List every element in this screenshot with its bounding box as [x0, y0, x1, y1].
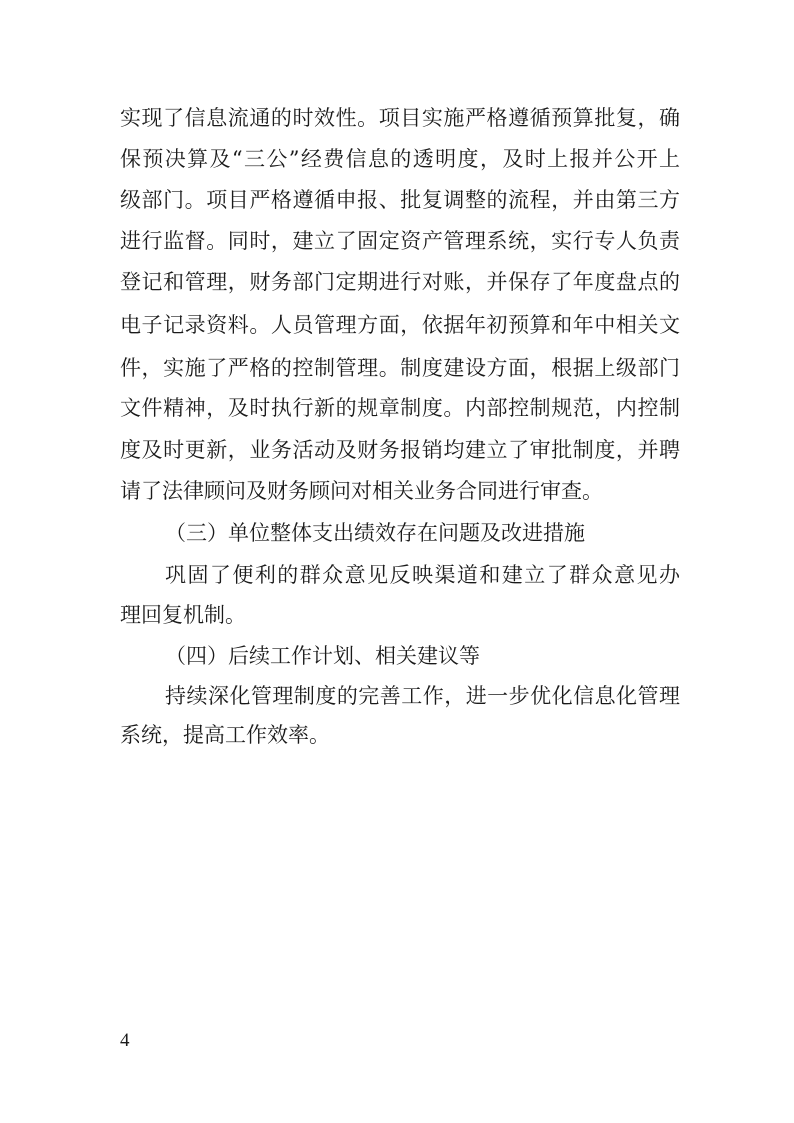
paragraph-line: 系统，提高工作效率。: [120, 723, 330, 747]
paragraph-line: 请了法律顾问及财务顾问对相关业务合同进行审查。: [120, 479, 603, 503]
paragraph-line: 理回复机制。: [120, 603, 246, 627]
paragraph-line: 电子记录资料。人员管理方面，依据年初预算和年中相关文: [120, 313, 680, 337]
paragraph-line: 巩固了便利的群众意见反映渠道和建立了群众意见办: [165, 563, 680, 587]
paragraph-line: 度及时更新，业务活动及财务报销均建立了审批制度，并聘: [120, 438, 680, 462]
paragraph-line: 持续深化管理制度的完善工作，进一步优化信息化管理: [165, 684, 680, 708]
paragraph-line: 保预决算及“三公”经费信息的透明度，及时上报并公开上: [120, 147, 680, 171]
section-heading-4: （四）后续工作计划、相关建议等: [165, 644, 480, 668]
paragraph-line: 级部门。项目严格遵循申报、批复调整的流程，并由第三方: [120, 188, 680, 212]
paragraph-line: 实现了信息流通的时效性。项目实施严格遵循预算批复，确: [120, 106, 680, 130]
paragraph-line: 进行监督。同时，建立了固定资产管理系统，实行专人负责: [120, 229, 680, 253]
paragraph-line: 登记和管理，财务部门定期进行对账，并保存了年度盘点的: [120, 270, 680, 294]
paragraph-line: 件，实施了严格的控制管理。制度建设方面，根据上级部门: [120, 356, 680, 380]
page-number: 4: [120, 1030, 130, 1051]
section-heading-3: （三）单位整体支出绩效存在问题及改进措施: [165, 521, 585, 545]
paragraph-line: 文件精神，及时执行新的规章制度。内部控制规范，内控制: [120, 396, 680, 420]
